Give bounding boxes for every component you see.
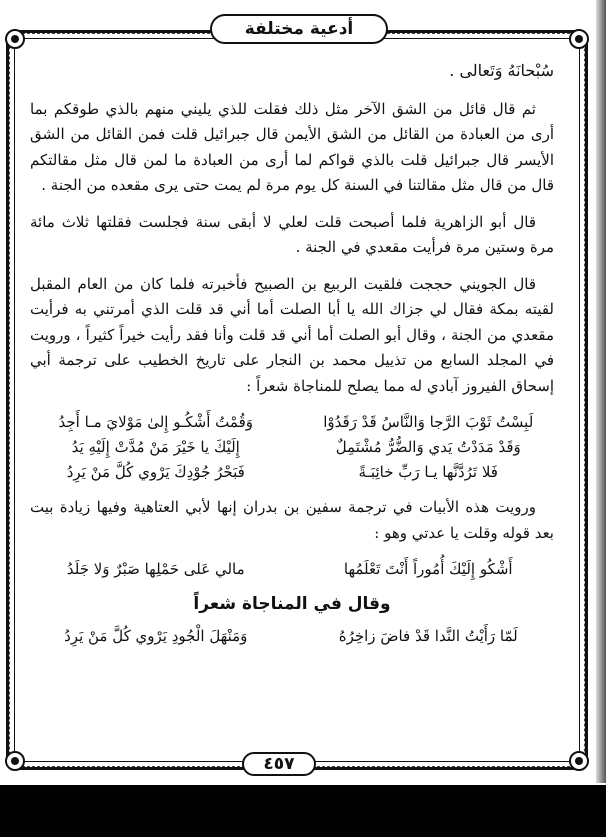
verse-line bbox=[30, 435, 554, 460]
verse-second-hemistich: فَبَحْرُ جُوْدِكَ يَرْوي كُلَّ مَنْ يَرِدُ bbox=[66, 463, 245, 481]
corner-ornament-icon bbox=[566, 26, 592, 52]
verse-second-hemistich: وَمَنْهَلَ الْجُودِ يَرْوي كُلَّ مَنْ يَرِدُ bbox=[64, 626, 248, 645]
verse-second-hemistich: مالي عَلى حَمْلِها صَبْرٌ وَلا جَلَدُ bbox=[66, 560, 245, 578]
verse-line bbox=[30, 410, 554, 435]
paragraph: قال الجويني حججت فلقيت الربيع بن الصبيح فأخبرته فلما كان من العام المقبل لقيته بمكة فقال لي جزاك الله يا أبا الصلت أما أني قد قلت الذي أمرتني به فرأيت مقعدي من الجنة ، وقال أبو الصلت أما أني قد قلت وأنا فقد رأيت خيراً كثيراً ، ورويت في المجلد السابع من تذييل محمد بن النجار على تاريخ الخطيب على ترجمة أبي إسحاق الفيروز آبادي له مما يصلح للمناجاة شعراً : bbox=[30, 274, 554, 395]
verse-first-hemistich: فَلا تَرُدَّنَّها يـا رَبِّ خائِبَـةً bbox=[358, 463, 498, 481]
binding-shadow bbox=[596, 0, 606, 837]
paragraph: ثم قال قائل من الشق الآخر مثل ذلك فقلت للذي يليني منهم بالذي طوقكم بما أرى من العبادة من القائل من الشق الأيمن قال جبرائيل قلت فمن القائل من الشق الأيسر قال جبرائيل قلت بالذي قواكم لما أرى من العبادة ما لمن قال مثل مقالتكم قال من قال مثل مقالتنا في السنة كل يوم مرة لم يمت حتى يرى مقعده من الجنة . bbox=[30, 99, 554, 194]
corner-ornament-icon bbox=[566, 748, 592, 774]
poem-verse-final bbox=[30, 624, 554, 649]
paragraph: ورويت هذه الأبيات في ترجمة سفين بن بدران إنها لأبي العتاهية وفيها زيادة بيت بعد قوله وقلت يا عدتي وهو : bbox=[30, 498, 554, 542]
verse-first-hemistich: لَمّا رَأَيْتُ النَّدا قَدْ فاضَ زاخِرُهُ bbox=[338, 626, 518, 645]
verse-line bbox=[30, 557, 554, 582]
opening-line: سُبْحانَهُ وَتَعالى . bbox=[449, 61, 554, 80]
scan-edge bbox=[0, 785, 606, 837]
poem-verse-extra bbox=[30, 557, 554, 582]
corner-ornament-icon bbox=[2, 26, 28, 52]
running-header bbox=[210, 14, 388, 44]
corner-ornament-icon bbox=[2, 748, 28, 774]
verse-line bbox=[30, 460, 554, 485]
page-number-box bbox=[242, 752, 316, 776]
verse-first-hemistich: أَشْكُو إِلَيْكَ أُمُوراً أَنْتَ تَعْلَمُها bbox=[343, 560, 513, 578]
page-body bbox=[30, 58, 554, 659]
verse-first-hemistich: لَبِسْتُ ثَوْبَ الرَّجا وَالنَّاسُ قَدْ رَقَدُوْا bbox=[323, 413, 534, 431]
page-title: أدعية مختلفة bbox=[244, 19, 354, 39]
verse-second-hemistich: وَقُمْتُ أَشْكُـو إِلىٰ مَوْلايَ مـا أَجِدُ bbox=[58, 413, 253, 431]
verse-second-hemistich: إِلَيْكَ يا خَيْرَ مَنْ مُدَّتْ إِلَيْهِ يَدُ bbox=[71, 438, 240, 456]
verse-first-hemistich: وَقَدْ مَدَدْتُ يَدي وَالضُّرُّ مُشْتَمِلٌ bbox=[335, 438, 521, 456]
paragraph: قال أبو الزاهرية فلما أصبحت قلت لعلي لا أبقى سنة فجلست فقلتها ثلاث مائة مرة وستين مرة فرأيت مقعدي في الجنة . bbox=[30, 212, 554, 256]
poem-verses bbox=[30, 410, 554, 485]
section-heading: وقال في المناجاة شعراً bbox=[193, 594, 391, 614]
page-number: ٤٥٧ bbox=[263, 754, 295, 774]
verse-line bbox=[30, 624, 554, 649]
